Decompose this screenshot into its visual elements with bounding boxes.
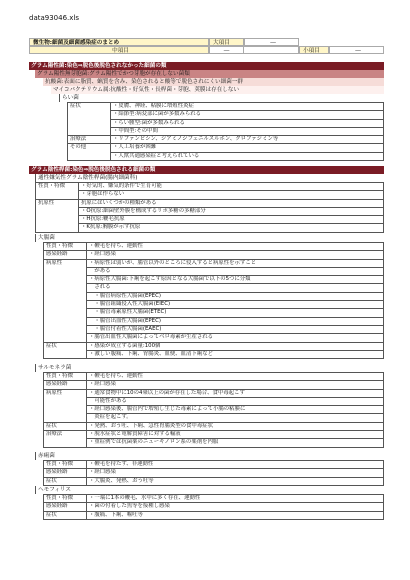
row-label: 症状 bbox=[68, 103, 111, 111]
table-row bbox=[36, 224, 384, 232]
row-label bbox=[44, 350, 87, 358]
row-label: 性質・特徴 bbox=[44, 495, 87, 503]
document-body bbox=[29, 62, 384, 532]
row-label: 症状 bbox=[44, 477, 87, 485]
table-row bbox=[36, 199, 384, 207]
table-row bbox=[68, 144, 384, 152]
row-label: 抗原性 bbox=[36, 199, 79, 207]
row-value: ・菌の付着した魚等を接種し感染 bbox=[87, 503, 384, 511]
row-label bbox=[44, 309, 87, 317]
row-label: 症状 bbox=[44, 511, 87, 519]
table-row bbox=[44, 350, 384, 358]
row-value: ・リファンピシン、ジアミノジフェニルスルホン、クロファジミン等 bbox=[111, 136, 384, 144]
row-value: ・腸管病原性大腸菌(EPEC) bbox=[87, 292, 384, 300]
middle-item-label: 中項目 bbox=[29, 46, 209, 54]
row-label bbox=[44, 276, 87, 284]
row-value: ・脱水症状と電解質障害に対する輸液 bbox=[87, 431, 384, 439]
row-label bbox=[44, 317, 87, 325]
row-value: ・らい腫型:菌が多数みられる bbox=[111, 119, 384, 127]
table-row bbox=[36, 216, 384, 224]
table-row bbox=[44, 373, 384, 381]
row-value: ・鞭毛を持たず、非運動性 bbox=[87, 461, 384, 469]
table-row bbox=[44, 325, 384, 333]
table-row bbox=[44, 397, 384, 405]
row-value: ・経口感染後、腸管内で増殖し生じた毒素によって小腸の粘膜に bbox=[87, 406, 384, 414]
row-value: ・発熱、おう吐、下痢、急性胃腸炎型の食中毒症状 bbox=[87, 422, 384, 430]
table-row bbox=[36, 183, 384, 191]
row-value: ・感染が成立する菌量:100個 bbox=[87, 342, 384, 350]
row-label: 治療法 bbox=[44, 431, 87, 439]
row-label: 病原性 bbox=[44, 259, 87, 267]
section-nonspore: グラム陽性無芽胞菌:グラム陽性でかつ芽胞が存在しない菌類 bbox=[35, 70, 384, 78]
table-row bbox=[68, 111, 384, 119]
row-value: ・芽胞は作らない bbox=[79, 191, 384, 199]
row-value: ・人獣共通感染症と考えられている bbox=[111, 152, 384, 160]
table-row bbox=[44, 342, 384, 350]
row-value: ・通常食物中に10の4乗以上の菌が存在した場合、食中毒起こす bbox=[87, 389, 384, 397]
row-label bbox=[68, 111, 111, 119]
table-row bbox=[44, 259, 384, 267]
table-row bbox=[44, 243, 384, 251]
table-row bbox=[44, 301, 384, 309]
row-value: ・腸管組織侵入性大腸菌(EIEC) bbox=[87, 301, 384, 309]
row-value: ・鞭毛を持ち、運動性 bbox=[87, 373, 384, 381]
section-leprosy: らい菌 bbox=[59, 94, 384, 102]
table-row bbox=[44, 503, 384, 511]
table-row bbox=[44, 414, 384, 422]
row-value: ・腹痛、下痢、嘔吐等 bbox=[87, 511, 384, 519]
large-item-label: 大項目 bbox=[209, 38, 244, 46]
row-label bbox=[36, 207, 79, 215]
section-gram-positive: グラム陽性菌:染色⇒脱色後脱色されなかった細菌の類 bbox=[29, 62, 384, 70]
section-enteric: 通性嫌気性グラム陰性桿菌(腸内細菌科) bbox=[35, 174, 384, 182]
row-label: 感染経路 bbox=[44, 503, 87, 511]
row-value: ・激しい腹痛、下痢、胃腸炎、血便、血清下痢など bbox=[87, 350, 384, 358]
row-label bbox=[44, 397, 87, 405]
row-label: 性質・特徴 bbox=[44, 461, 87, 469]
table-row bbox=[44, 317, 384, 325]
table-row bbox=[44, 439, 384, 447]
row-label bbox=[36, 224, 79, 232]
table-row bbox=[44, 469, 384, 477]
table-row bbox=[68, 152, 384, 160]
row-label bbox=[44, 301, 87, 309]
row-value: ・経口感染 bbox=[87, 251, 384, 259]
table-row bbox=[44, 276, 384, 284]
header-blank bbox=[244, 46, 299, 54]
row-label bbox=[44, 284, 87, 292]
row-label: 性質・特徴 bbox=[44, 243, 87, 251]
table-row bbox=[44, 431, 384, 439]
table-row bbox=[44, 422, 384, 430]
row-value: ・一端に1本の鞭毛、水中に多く存在、運動性 bbox=[87, 495, 384, 503]
section-mycobacterium: マイコバクテリウム属:抗酸性・好気性・長桿菌・芽胞、莢膜は存在しない bbox=[51, 86, 384, 94]
table-row bbox=[68, 103, 384, 111]
leprosy-table bbox=[67, 102, 384, 161]
row-label bbox=[44, 292, 87, 300]
row-value: ・結節型:病変部に菌が多数みられる bbox=[111, 111, 384, 119]
section-salmonella: サルモネラ菌 bbox=[35, 364, 384, 372]
section-ecoli: 大腸菌 bbox=[35, 234, 384, 242]
row-value: ・腸管付着性大腸菌(EAEC) bbox=[87, 325, 384, 333]
table-row bbox=[44, 284, 384, 292]
table-row bbox=[44, 406, 384, 414]
row-value: ・皮膚、神経、粘膜に増殖性炎症 bbox=[111, 103, 384, 111]
table-row bbox=[44, 389, 384, 397]
row-label: 感染経路 bbox=[44, 251, 87, 259]
row-value: される bbox=[87, 284, 384, 292]
table-row bbox=[68, 127, 384, 135]
row-label bbox=[68, 152, 111, 160]
table-row bbox=[44, 309, 384, 317]
row-value: がある bbox=[87, 267, 384, 275]
table-row bbox=[44, 292, 384, 300]
row-label bbox=[44, 414, 87, 422]
row-value: ・大腸炎、発熱、おう吐等 bbox=[87, 477, 384, 485]
row-label bbox=[44, 406, 87, 414]
row-value: ・経口感染 bbox=[87, 381, 384, 389]
row-label: 性質・特徴 bbox=[36, 183, 79, 191]
row-label bbox=[44, 334, 87, 342]
middle-item-value: ― bbox=[209, 46, 244, 54]
table-row bbox=[68, 119, 384, 127]
row-value: ・重症例では抗菌薬のニューキノロン系の薬剤を内服 bbox=[87, 439, 384, 447]
small-item-value: ― bbox=[329, 46, 384, 54]
row-label bbox=[44, 439, 87, 447]
file-name: data93046.xls bbox=[29, 14, 79, 22]
row-label: 治療法 bbox=[68, 136, 111, 144]
section-gram-negative: グラム陰性桿菌:染色⇒脱色後脱色される細菌の類 bbox=[29, 166, 384, 174]
row-value: ・H抗原:鞭毛抗原 bbox=[79, 216, 384, 224]
row-label: その他 bbox=[68, 144, 111, 152]
row-value: ・病原性は弱いが、腸管以外のところに侵入すると病原性を示すこと bbox=[87, 259, 384, 267]
row-value: ・中間型:その中間 bbox=[111, 127, 384, 135]
header-row-1 bbox=[29, 38, 384, 46]
row-value: ・腸管毒素原性大腸菌(ETEC) bbox=[87, 309, 384, 317]
row-value: 抗原にはいくつかの種類がある bbox=[79, 199, 384, 207]
row-value: ・病原性大腸菌:下痢を起こす原因となる大腸菌で以下の5つに分類 bbox=[87, 276, 384, 284]
row-label bbox=[68, 119, 111, 127]
row-label bbox=[68, 127, 111, 135]
row-value: 可能性がある bbox=[87, 397, 384, 405]
row-value: ・K抗原:胸膜が示す抗原 bbox=[79, 224, 384, 232]
table-row bbox=[44, 477, 384, 485]
row-label: 病原性 bbox=[44, 389, 87, 397]
row-value: ・好気的、嫌気的条件で生育可能 bbox=[79, 183, 384, 191]
row-label bbox=[36, 191, 79, 199]
row-value: ・人工培養が困難 bbox=[111, 144, 384, 152]
section-haemophilus: ヘモフィリス bbox=[35, 486, 384, 494]
header-row-2 bbox=[29, 46, 384, 54]
ecoli-table bbox=[43, 242, 384, 359]
row-label: 症状 bbox=[44, 342, 87, 350]
row-label: 性質・特徴 bbox=[44, 373, 87, 381]
row-label: 症状 bbox=[44, 422, 87, 430]
salmonella-table bbox=[43, 372, 384, 448]
table-row bbox=[44, 511, 384, 519]
shigella-table bbox=[43, 460, 384, 486]
table-row bbox=[44, 461, 384, 469]
table-row bbox=[44, 267, 384, 275]
row-label bbox=[44, 325, 87, 333]
row-value: ・経口感染 bbox=[87, 469, 384, 477]
small-item-label: 小項目 bbox=[299, 46, 329, 54]
table-row bbox=[44, 334, 384, 342]
row-label: 感染経路 bbox=[44, 381, 87, 389]
row-value: ・鞭毛を持ち、運動性 bbox=[87, 243, 384, 251]
row-value: ・腸管出血性大腸菌(EPEC) bbox=[87, 317, 384, 325]
row-label bbox=[44, 267, 87, 275]
haemophilus-table bbox=[43, 494, 384, 520]
row-label bbox=[36, 216, 79, 224]
table-row bbox=[36, 191, 384, 199]
table-row bbox=[44, 495, 384, 503]
enteric-table bbox=[35, 182, 384, 233]
large-item-value: ― bbox=[244, 38, 299, 46]
row-value: ・O抗原:細菌壁外膜を構成するリポ多糖の多糖部分 bbox=[79, 207, 384, 215]
table-row bbox=[44, 251, 384, 259]
section-acid-fast: 抗酸菌:表面に脂質、蝋質を含み、染色されると酸等で脱色されにくい細菌一群 bbox=[43, 78, 384, 86]
row-label: 感染経路 bbox=[44, 469, 87, 477]
table-row bbox=[44, 381, 384, 389]
section-shigella: 赤痢菌 bbox=[35, 452, 384, 460]
table-row bbox=[36, 207, 384, 215]
table-row bbox=[68, 136, 384, 144]
row-value: 炎症を起こす。 bbox=[87, 414, 384, 422]
document-title: 微生物:細菌及細菌感染症のまとめ bbox=[29, 38, 209, 46]
row-value: ・腸管出血性大腸菌によってベロ毒素が生産される bbox=[87, 334, 384, 342]
